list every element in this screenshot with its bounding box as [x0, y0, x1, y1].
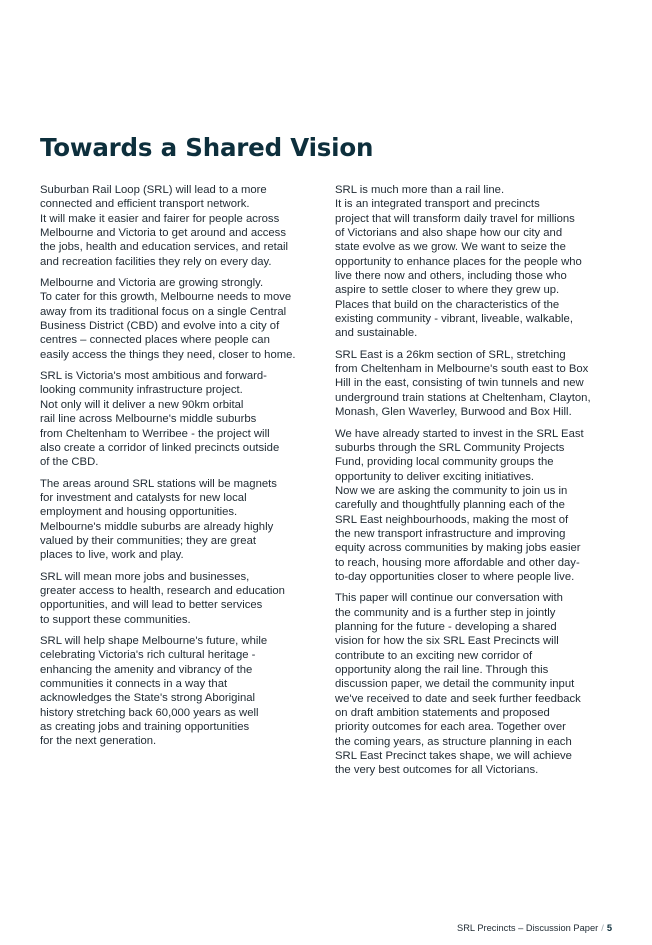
paragraph-line: enhancing the amenity and vibrancy of the	[40, 663, 253, 676]
paragraph-line: acknowledges the State's strong Aboriginal	[40, 692, 256, 705]
paragraph-line: Melbourne's middle suburbs are already highly	[40, 520, 274, 533]
paragraph-line: Suburban Rail Loop (SRL) will lead to a more	[40, 184, 267, 196]
paragraph-line: away from its traditional focus on a single Central	[40, 305, 287, 318]
paragraph-line: vision for how the six SRL East Precincts will	[335, 635, 559, 648]
paragraph-line: greater access to health, research and education	[40, 584, 285, 597]
paragraph-line: Fund, providing local community groups the	[335, 456, 554, 469]
paragraph-line: planning for the future - developing a shared	[335, 620, 557, 633]
paragraph-line: valued by their communities; they are great	[40, 534, 257, 547]
paragraph-line: opportunity to deliver exciting initiatives.	[335, 470, 535, 483]
paragraph-line: SRL will help shape Melbourne's future, while	[40, 634, 268, 647]
paragraph-line: carefully and thoughtfully planning each of the	[335, 499, 565, 512]
body-paragraph	[40, 183, 318, 269]
paragraph-line: Places that build on the characteristics of the	[335, 298, 560, 311]
paragraph-line: opportunities, and will lead to better services	[40, 599, 263, 612]
paragraph-line: centres – connected places where people can	[40, 334, 270, 347]
body-paragraph	[40, 570, 318, 627]
paragraph-line: as creating jobs and training opportunities	[40, 721, 250, 734]
paragraph-line: places to live, work and play.	[40, 549, 184, 562]
paragraph-line: We have already started to invest in the SRL East	[335, 427, 584, 440]
paragraph-line: looking community infrastructure project.	[40, 384, 243, 397]
paragraph-line: on draft ambition statements and proposed	[335, 707, 550, 720]
paragraph-line: employment and housing opportunities.	[40, 506, 238, 519]
paragraph-line: project that will transform daily travel for millions	[335, 212, 575, 225]
paragraph-line: also create a corridor of linked precincts outside	[40, 441, 280, 454]
paragraph-line: To cater for this growth, Melbourne needs to move	[40, 291, 292, 304]
paragraph-line: contribute to an exciting new corridor of	[335, 649, 533, 662]
paragraph-line: rail line across Melbourne's middle suburbs	[40, 413, 257, 426]
paragraph-line: SRL East neighbourhoods, making the most of	[335, 513, 569, 526]
paragraph-line: the coming years, as structure planning in each	[335, 735, 572, 748]
paragraph-line: and recreation facilities they rely on every day.	[40, 255, 272, 268]
paragraph-line: Now we are asking the community to join us in	[335, 484, 568, 497]
paragraph-line: Melbourne and Victoria are growing strongly.	[40, 277, 264, 290]
paragraph-line: Business District (CBD) and evolve into a city of	[40, 320, 280, 333]
paragraph-line: underground train stations at Cheltenham, Clayton,	[335, 391, 591, 404]
body-paragraph	[40, 369, 318, 469]
body-paragraph	[40, 477, 318, 563]
paragraph-line: suburbs through the SRL Community Projects	[335, 441, 565, 454]
paragraph-line: discussion paper, we detail the community input	[335, 678, 575, 691]
paragraph-line: The areas around SRL stations will be magnets	[40, 477, 277, 490]
paragraph-line: for the next generation.	[40, 735, 157, 748]
paragraph-line: aspire to settle closer to where they grew up.	[335, 284, 560, 297]
paragraph-line: celebrating Victoria's rich cultural heritage -	[40, 649, 256, 662]
paragraph-line: of the CBD.	[40, 456, 99, 469]
right-column	[335, 183, 619, 785]
paragraph-line: of Victorians and also shape how our city and	[335, 227, 563, 240]
paragraph-line: SRL East Precinct takes shape, we will achieve	[335, 750, 572, 763]
paragraph-line: Melbourne and Victoria to get around and access	[40, 227, 286, 240]
footer-doc-title: SRL Precincts – Discussion Paper	[457, 923, 599, 933]
page-footer	[457, 923, 612, 933]
paragraph-line: to-day opportunities closer to where people live.	[335, 570, 575, 583]
paragraph-line: SRL is much more than a rail line.	[335, 184, 505, 196]
paragraph-line: the new transport infrastructure and improving	[335, 527, 566, 540]
paragraph-line: Monash, Glen Waverley, Burwood and Box Hill.	[335, 406, 572, 419]
paragraph-line: history stretching back 60,000 years as well	[40, 706, 259, 719]
paragraph-line: equity across communities by making jobs easier	[335, 542, 581, 555]
paragraph-line: existing community - vibrant, liveable, walkable,	[335, 313, 573, 326]
paragraph-line: easily access the things they need, closer to home.	[40, 348, 296, 361]
paragraph-line: connected and efficient transport network.	[40, 198, 250, 211]
paragraph-line: to reach, housing more affordable and other day-	[335, 556, 580, 569]
body-paragraph	[335, 348, 619, 420]
paragraph-line: SRL East is a 26km section of SRL, stretching	[335, 348, 566, 361]
page-number: 5	[606, 923, 612, 933]
paragraph-line: the community and is a further step in jointly	[335, 606, 556, 619]
paragraph-line: from Cheltenham to Werribee - the project will	[40, 427, 270, 440]
paragraph-line: Hill in the east, consisting of twin tunnels and new	[335, 377, 584, 390]
paragraph-line: SRL will mean more jobs and businesses,	[40, 570, 250, 583]
page-title: Towards a Shared Vision	[40, 133, 374, 162]
paragraph-line: the very best outcomes for all Victorians.	[335, 764, 539, 777]
paragraph-line: priority outcomes for each area. Together over	[335, 721, 566, 734]
paragraph-line: opportunity along the rail line. Through this	[335, 664, 549, 676]
paragraph-line: for investment and catalysts for new local	[40, 491, 247, 504]
left-column	[40, 183, 318, 756]
body-paragraph	[335, 183, 619, 341]
paragraph-line: we've received to date and seek further feedback	[335, 692, 581, 705]
paragraph-line: It is an integrated transport and precincts	[335, 198, 540, 211]
body-paragraph	[40, 276, 318, 362]
paragraph-line: opportunity to enhance places for the people who	[335, 255, 582, 268]
paragraph-line: live there now and others, including those who	[335, 270, 567, 283]
paragraph-line: SRL is Victoria's most ambitious and forward-	[40, 370, 267, 383]
body-paragraph	[335, 591, 619, 777]
paragraph-line: It will make it easier and fairer for people across	[40, 212, 280, 225]
paragraph-line: This paper will continue our conversation with	[335, 592, 563, 605]
footer-separator: /	[601, 923, 604, 933]
body-paragraph	[335, 427, 619, 585]
paragraph-line: to support these communities.	[40, 613, 191, 626]
paragraph-line: Not only will it deliver a new 90km orbital	[40, 398, 244, 411]
paragraph-line: and sustainable.	[335, 327, 418, 340]
paragraph-line: the jobs, health and education services, and retail	[40, 241, 289, 254]
paragraph-line: communities it connects in a way that	[40, 678, 228, 690]
paragraph-line: state evolve as we grow. We want to seize the	[335, 241, 566, 254]
body-paragraph	[40, 634, 318, 749]
paragraph-line: from Cheltenham in Melbourne's south east to Box	[335, 363, 589, 376]
